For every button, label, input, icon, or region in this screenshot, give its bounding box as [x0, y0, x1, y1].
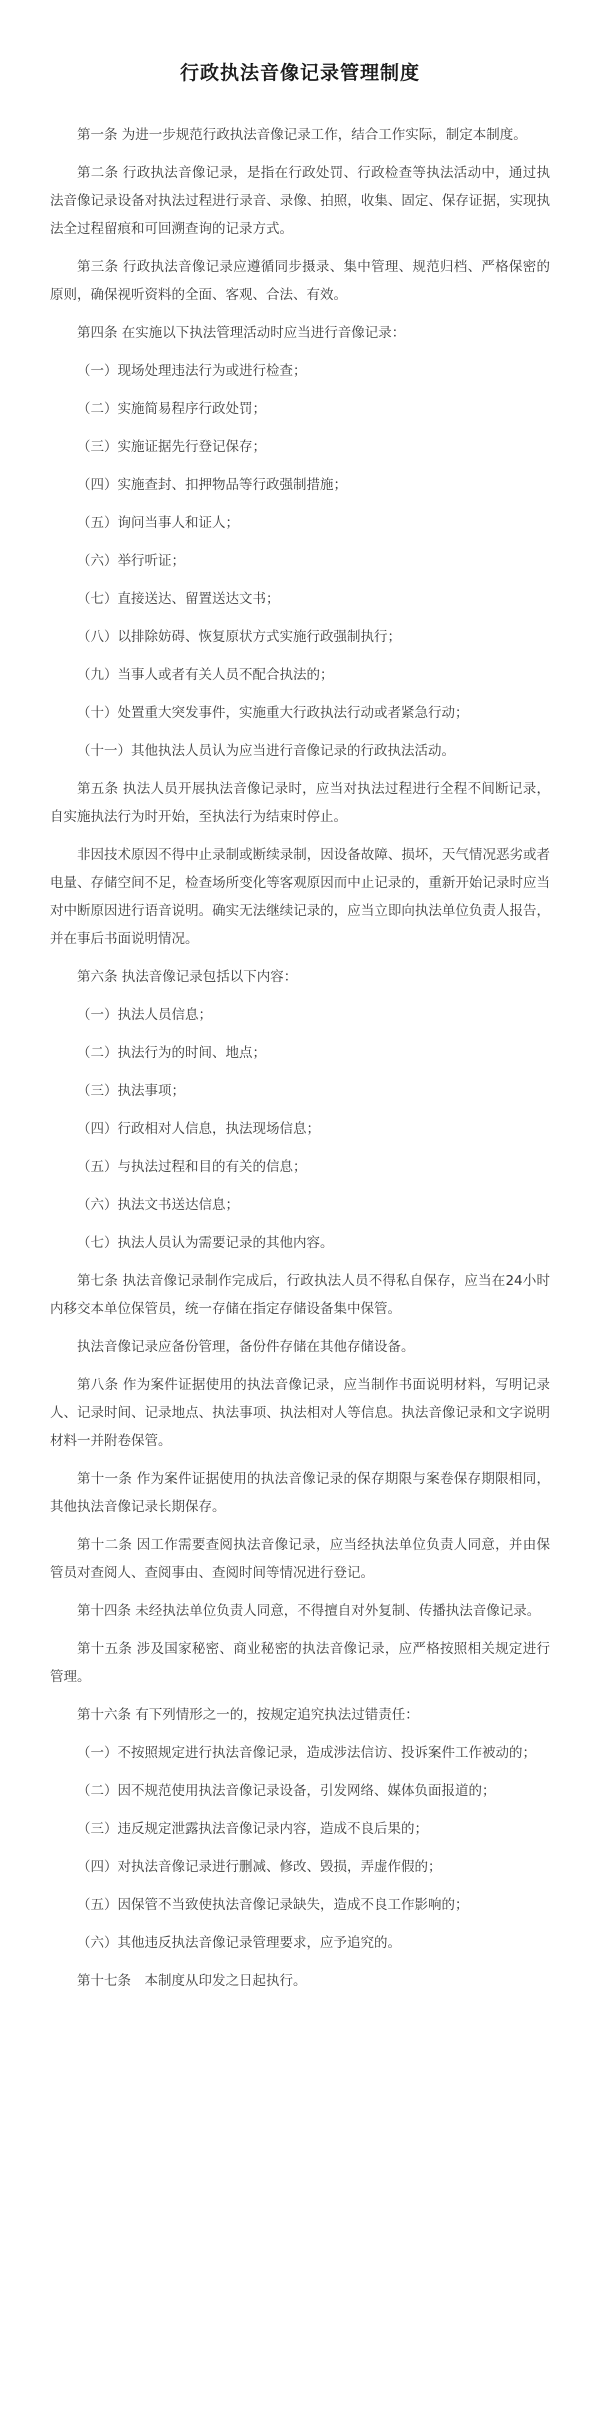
- paragraph: （二）实施简易程序行政处罚；: [77, 401, 266, 417]
- paragraph: （五）询问当事人和证人；: [77, 515, 239, 531]
- paragraph: （五）因保管不当致使执法音像记录缺失，造成不良工作影响的；: [77, 1897, 469, 1913]
- paragraph: 第十二条 因工作需要查阅执法音像记录，应当经执法单位负责人同意，并由保管员对查阅人、查阅事由、查阅时间等情况进行登记。: [50, 1537, 550, 1581]
- paragraph: （三）实施证据先行登记保存；: [77, 439, 266, 455]
- paragraph: 第一条 为进一步规范行政执法音像记录工作，结合工作实际，制定本制度。: [77, 127, 527, 143]
- paragraph: （九）当事人或者有关人员不配合执法的；: [77, 667, 334, 683]
- paragraph: 执法音像记录应备份管理，备份件存储在其他存储设备。: [77, 1339, 415, 1355]
- paragraph: （三）违反规定泄露执法音像记录内容，造成不良后果的；: [77, 1821, 428, 1837]
- document-title: 行政执法音像记录管理制度: [179, 62, 420, 84]
- paragraph: 第四条 在实施以下执法管理活动时应当进行音像记录：: [77, 325, 406, 341]
- paragraph: 第十七条 本制度从印发之日起执行。: [77, 1973, 307, 1989]
- paragraph: （四）对执法音像记录进行删减、修改、毁损，弄虚作假的；: [77, 1859, 442, 1875]
- paragraph: 第十六条 有下列情形之一的，按规定追究执法过错责任：: [77, 1707, 419, 1723]
- paragraph: （一）现场处理违法行为或进行检查；: [77, 363, 307, 379]
- paragraph: （六）执法文书送达信息；: [77, 1197, 239, 1213]
- paragraph: （十一）其他执法人员认为应当进行音像记录的行政执法活动。: [77, 743, 455, 759]
- paragraph: （一）执法人员信息；: [77, 1007, 212, 1023]
- document-body: [50, 121, 550, 1995]
- paragraph: 第十一条 作为案件证据使用的执法音像记录的保存期限与案卷保存期限相同，其他执法音像记录长期保存。: [50, 1471, 550, 1515]
- paragraph: （八）以排除妨碍、恢复原状方式实施行政强制执行；: [77, 629, 401, 645]
- paragraph: 第八条 作为案件证据使用的执法音像记录，应当制作书面说明材料，写明记录人、记录时间、记录地点、执法事项、执法相对人等信息。执法音像记录和文字说明材料一并附卷保管。: [50, 1377, 550, 1449]
- paragraph: （一）不按照规定进行执法音像记录，造成涉法信访、投诉案件工作被动的；: [77, 1745, 536, 1761]
- paragraph: （六）举行听证；: [77, 553, 185, 569]
- paragraph: 第六条 执法音像记录包括以下内容：: [77, 969, 298, 985]
- paragraph: 第七条 执法音像记录制作完成后，行政执法人员不得私自保存，应当在24小时内移交本单位保管员，统一存储在指定存储设备集中保管。: [50, 1273, 550, 1317]
- paragraph: 第十四条 未经执法单位负责人同意，不得擅自对外复制、传播执法音像记录。: [77, 1603, 541, 1619]
- paragraph: （七）执法人员认为需要记录的其他内容。: [77, 1235, 334, 1251]
- paragraph: （六）其他违反执法音像记录管理要求，应予追究的。: [77, 1935, 401, 1951]
- paragraph: （七）直接送达、留置送达文书；: [77, 591, 280, 607]
- paragraph: （十）处置重大突发事件，实施重大行政执法行动或者紧急行动；: [77, 705, 469, 721]
- paragraph: 非因技术原因不得中止录制或断续录制，因设备故障、损坏，天气情况恶劣或者电量、存储空间不足，检查场所变化等客观原因而中止记录的，重新开始记录时应当对中断原因进行语音说明。确实无法继续记录的，应当立即向执法单位负责人报告，并在事后书面说明情况。: [50, 847, 550, 947]
- paragraph: （三）执法事项；: [77, 1083, 185, 1099]
- paragraph: 第五条 执法人员开展执法音像记录时，应当对执法过程进行全程不间断记录，自实施执法行为时开始，至执法行为结束时停止。: [50, 781, 550, 825]
- paragraph: （五）与执法过程和目的有关的信息；: [77, 1159, 307, 1175]
- paragraph: （二）因不规范使用执法音像记录设备，引发网络、媒体负面报道的；: [77, 1783, 496, 1799]
- paragraph: 第二条 行政执法音像记录，是指在行政处罚、行政检查等执法活动中，通过执法音像记录设备对执法过程进行录音、录像、拍照，收集、固定、保存证据，实现执法全过程留痕和可回溯查询的记录方式。: [50, 165, 550, 237]
- paragraph: （四）实施查封、扣押物品等行政强制措施；: [77, 477, 347, 493]
- paragraph: 第三条 行政执法音像记录应遵循同步摄录、集中管理、规范归档、严格保密的原则，确保视听资料的全面、客观、合法、有效。: [50, 259, 550, 303]
- paragraph: （二）执法行为的时间、地点；: [77, 1045, 266, 1061]
- paragraph: （四）行政相对人信息，执法现场信息；: [77, 1121, 320, 1137]
- paragraph: 第十五条 涉及国家秘密、商业秘密的执法音像记录，应严格按照相关规定进行管理。: [50, 1641, 550, 1685]
